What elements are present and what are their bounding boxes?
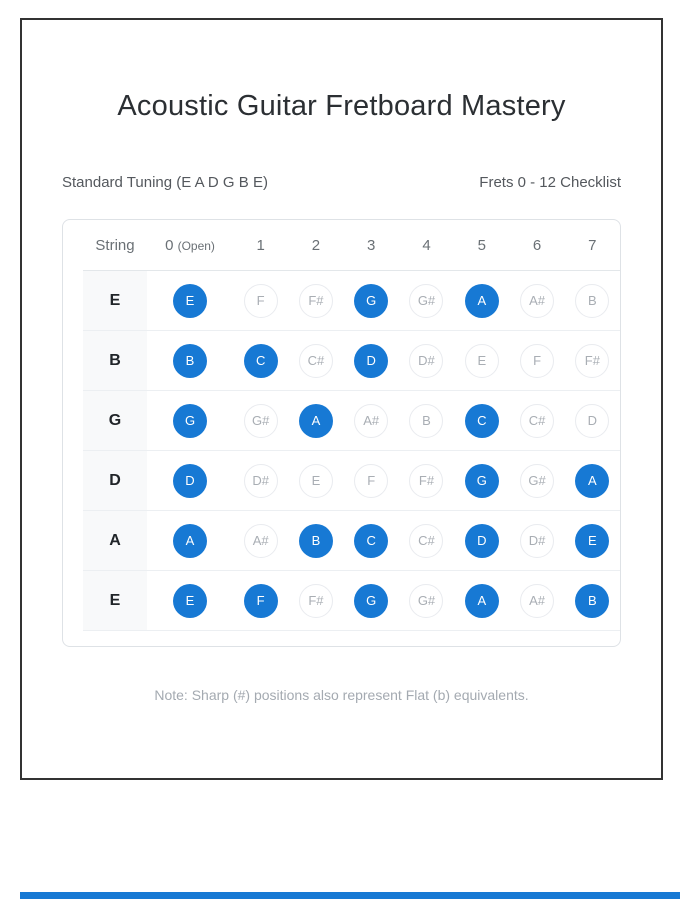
note-circle-c[interactable]: C	[354, 524, 388, 558]
fret-open-number: 0	[165, 236, 174, 254]
fret-header-7: 7	[588, 236, 597, 254]
note-circle-b[interactable]: B	[575, 584, 609, 618]
fret-cell	[288, 464, 343, 498]
note-circle-d-sharp[interactable]: D#	[244, 464, 278, 498]
note-circle-c-sharp[interactable]: C#	[299, 344, 333, 378]
fret-cell	[565, 404, 620, 438]
note-circle-f-sharp[interactable]: F#	[299, 284, 333, 318]
string-label: D	[83, 451, 147, 510]
fret-cell	[399, 464, 454, 498]
fret-cell	[565, 464, 620, 498]
note-circle-a[interactable]: A	[173, 524, 207, 558]
fret-cell	[288, 344, 343, 378]
note-circle-a-sharp[interactable]: A#	[244, 524, 278, 558]
fret-header-1: 1	[256, 236, 265, 254]
note-circle-g[interactable]: G	[354, 284, 388, 318]
fret-cell	[509, 404, 564, 438]
note-circle-f-sharp[interactable]: F#	[299, 584, 333, 618]
note-circle-f[interactable]: F	[354, 464, 388, 498]
note-circle-c-sharp[interactable]: C#	[520, 404, 554, 438]
checklist-label: Frets 0 - 12 Checklist	[479, 174, 621, 191]
note-circle-f[interactable]: F	[244, 284, 278, 318]
note-circle-d[interactable]: D	[173, 464, 207, 498]
note-circle-g-sharp[interactable]: G#	[520, 464, 554, 498]
note-circle-g-sharp[interactable]: G#	[409, 284, 443, 318]
note-circle-e[interactable]: E	[173, 584, 207, 618]
fret-cell	[565, 344, 620, 378]
note-circle-e[interactable]: E	[173, 284, 207, 318]
fret-cell	[344, 584, 399, 618]
fretboard-row	[83, 571, 620, 631]
note-circle-e[interactable]: E	[299, 464, 333, 498]
note-circle-b[interactable]: B	[173, 344, 207, 378]
fret-cell	[288, 284, 343, 318]
fretboard-row	[83, 451, 620, 511]
note-circle-f[interactable]: F	[520, 344, 554, 378]
fret-cell	[288, 524, 343, 558]
fret-cell	[344, 284, 399, 318]
note-circle-d[interactable]: D	[354, 344, 388, 378]
fret-cell	[454, 344, 509, 378]
fret-header-4: 4	[422, 236, 431, 254]
fret-cell	[147, 464, 233, 498]
fret-cell	[399, 524, 454, 558]
note-circle-c[interactable]: C	[244, 344, 278, 378]
page-title: Acoustic Guitar Fretboard Mastery	[117, 90, 566, 122]
string-label: B	[83, 331, 147, 390]
fret-cell	[233, 524, 288, 558]
note-circle-g[interactable]: G	[173, 404, 207, 438]
fretboard-header-row	[83, 220, 620, 271]
note-circle-a-sharp[interactable]: A#	[520, 284, 554, 318]
fret-cell	[233, 344, 288, 378]
note-circle-a-sharp[interactable]: A#	[354, 404, 388, 438]
fret-cell	[233, 464, 288, 498]
note-circle-a[interactable]: A	[465, 284, 499, 318]
fret-header-5: 5	[477, 236, 486, 254]
fret-cell	[509, 284, 564, 318]
subheader	[62, 174, 621, 191]
accent-footer-bar	[20, 892, 680, 899]
fret-cell	[454, 284, 509, 318]
fret-cell	[147, 584, 233, 618]
string-label: A	[83, 511, 147, 570]
fret-cell	[454, 524, 509, 558]
fret-cell	[233, 284, 288, 318]
fret-cell	[288, 584, 343, 618]
fret-cell	[454, 464, 509, 498]
document-page	[20, 18, 663, 780]
fret-open-suffix: (Open)	[177, 238, 215, 253]
fret-cell	[509, 524, 564, 558]
fret-cell	[288, 404, 343, 438]
fretboard-rows	[83, 271, 620, 631]
note-circle-c[interactable]: C	[465, 404, 499, 438]
fret-cell	[147, 344, 233, 378]
fretboard-row	[83, 511, 620, 571]
fret-header-3: 3	[367, 236, 376, 254]
fretboard-row	[83, 391, 620, 451]
fret-cell	[454, 404, 509, 438]
string-label: G	[83, 391, 147, 450]
fret-cell	[399, 344, 454, 378]
fret-header-2: 2	[311, 236, 321, 254]
note-circle-d-sharp[interactable]: D#	[409, 344, 443, 378]
fret-cell	[509, 584, 564, 618]
string-label: E	[83, 571, 147, 630]
note-circle-f-sharp[interactable]: F#	[575, 344, 609, 378]
note-circle-f[interactable]: F	[244, 584, 278, 618]
note-circle-a-sharp[interactable]: A#	[520, 584, 554, 618]
fret-cell	[147, 404, 233, 438]
fret-cell	[344, 344, 399, 378]
note-circle-a[interactable]: A	[299, 404, 333, 438]
fret-cell	[565, 284, 620, 318]
tuning-label: Standard Tuning (E A D G B E)	[62, 174, 268, 191]
note-circle-d[interactable]: D	[465, 524, 499, 558]
fret-cell	[565, 584, 620, 618]
fret-cell	[399, 404, 454, 438]
string-label: E	[83, 271, 147, 330]
fret-cell	[147, 524, 233, 558]
note-circle-e[interactable]: E	[465, 344, 499, 378]
fretboard-card	[62, 219, 621, 647]
fret-cell	[147, 284, 233, 318]
fret-cell	[233, 584, 288, 618]
note-circle-g-sharp[interactable]: G#	[244, 404, 278, 438]
fret-cell	[454, 584, 509, 618]
note-circle-g-sharp[interactable]: G#	[409, 584, 443, 618]
fret-cell	[344, 404, 399, 438]
fretboard-row	[83, 331, 620, 391]
fret-cell	[399, 584, 454, 618]
note-circle-a[interactable]: A	[575, 464, 609, 498]
fret-cell	[344, 524, 399, 558]
fret-cell	[344, 464, 399, 498]
note-circle-b[interactable]: B	[409, 404, 443, 438]
fret-cell	[509, 344, 564, 378]
string-column-header: String	[95, 236, 135, 254]
note-circle-a[interactable]: A	[465, 584, 499, 618]
note-circle-g[interactable]: G	[354, 584, 388, 618]
footer-note: Note: Sharp (#) positions also represent Flat (b) equivalents.	[154, 687, 529, 703]
fretboard-row	[83, 271, 620, 331]
note-circle-f-sharp[interactable]: F#	[409, 464, 443, 498]
fret-cell	[509, 464, 564, 498]
note-circle-d-sharp[interactable]: D#	[520, 524, 554, 558]
note-circle-g[interactable]: G	[465, 464, 499, 498]
note-circle-b[interactable]: B	[299, 524, 333, 558]
fret-header-open	[147, 237, 233, 254]
note-circle-e[interactable]: E	[575, 524, 609, 558]
fret-cell	[233, 404, 288, 438]
note-circle-b[interactable]: B	[575, 284, 609, 318]
note-circle-c-sharp[interactable]: C#	[409, 524, 443, 558]
fret-cell	[565, 524, 620, 558]
fret-header-6: 6	[532, 236, 542, 254]
note-circle-d[interactable]: D	[575, 404, 609, 438]
fret-cell	[399, 284, 454, 318]
